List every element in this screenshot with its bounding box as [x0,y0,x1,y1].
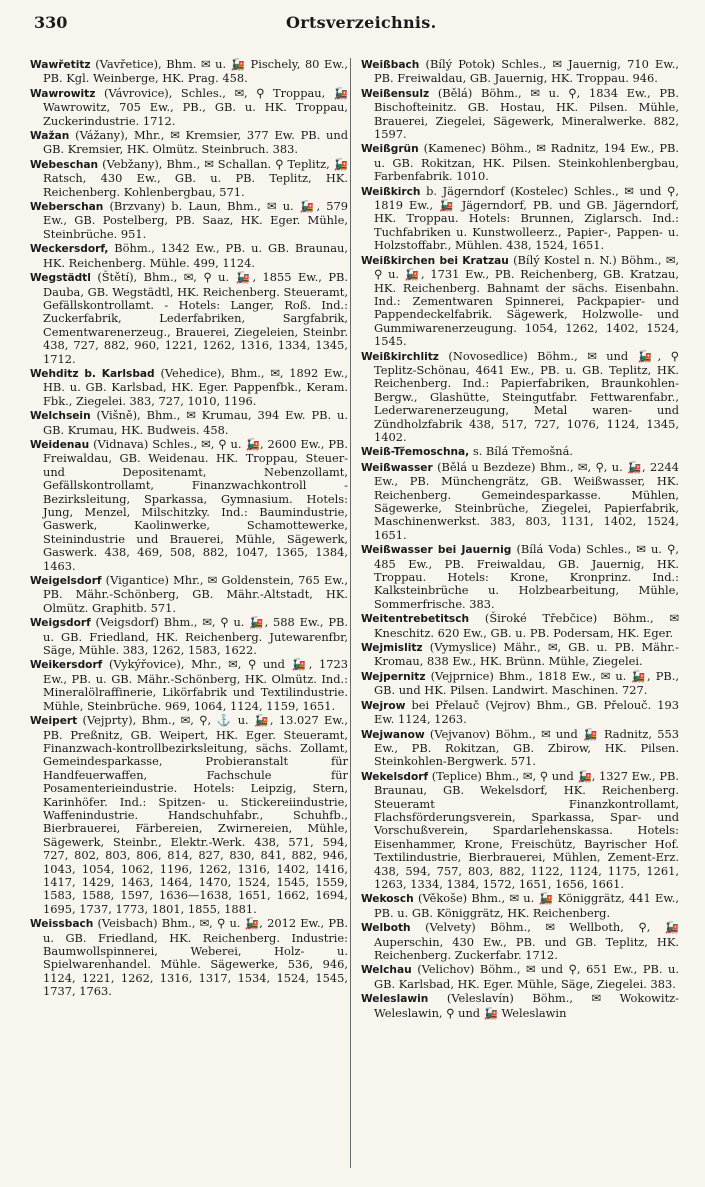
place-name: Wejrow [361,699,406,712]
place-details: s. Bílá Třemošná. [472,444,574,459]
place-details: (Bílý Potok) Schles., ✉ Jauernig, 710 Ew., PB. Freiwaldau, GB. Jauernig, HK. Troppau. 946. [374,57,680,86]
place-entry [361,254,679,349]
place-name: Weitentrebetitsch [361,613,470,626]
place-name: Welboth [361,922,411,935]
place-entry [30,129,348,157]
place-details: (Vejvanov) Böhm., ✉ und 🚂 Radnitz, 553 Ew., PB. Rokitzan, GB. Zbirow, HK. Pilsen. Steinkohlen-Bergwerk. 571. [374,726,679,769]
place-details: (Štětí), Bhm., ✉, ⚲ u. 🚂, 1855 Ew., PB. Dauba, GB. Wegstädtl, HK. Reichenberg. Steueramt, Gefällskontrollamt. - Hotels: Langer, Roß. Ind.: Zuckerfabrik, Lederfabriken, Sargfabrik, Cementwarenerzeug., Brauerei, Ziegeleien, Steinbr. 438, 727, 882, 960, 1221, 1262, 1316, 1334, 1345, 1712. [43,270,348,366]
place-details: (Velichov) Böhm., ✉ und ⚲, 651 Ew., PB. u. GB. Karlsbad, HK. Eger. Mühle, Säge, Ziegelei. 383. [374,962,679,991]
place-details: Böhm., 1342 Ew., PB. u. GB. Braunau, HK. Reichenberg. Mühle. 499, 1124. [43,241,348,270]
place-details: (Široké Třebčice) Böhm., ✉ Kneschitz. 620 Ew., GB. u. PB. Podersam, HK. Eger. [374,611,679,640]
place-entry [361,992,679,1020]
place-entry [361,963,679,991]
place-name: Wekosch [361,893,414,906]
place-name: Weleslawin [361,993,429,1006]
place-name: Weiß-Třemoschna, [361,446,470,459]
place-entry [361,58,679,86]
place-name: Welchsein [30,410,91,423]
place-entry [361,770,679,892]
place-entry [361,142,679,183]
place-name: Wehditz b. Karlsbad [30,367,155,380]
place-entry [361,350,679,445]
place-name: Weißkirchen bei Kratzau [361,254,509,267]
place-entry [30,658,348,713]
place-details: (Vebžany), Bhm., ✉ Schallan. ⚲ Teplitz, 🚂 Ratsch, 430 Ew., GB. u. PB. Teplitz, HK. Reichenberg. Kohlenbergbau, 571. [43,156,349,199]
place-details: (Vejprty), Bhm., ✉, ⚲, ⚓ u. 🚂, 13.027 Ew., PB. Preßnitz, GB. Weipert, HK. Eger. Steueramt, Finanzwach-kontrollbezirksleitung, sächs. Zollamt, Gemeindesparkasse, Probieranstalt für Handfeuerwaffen, Fachschule für Posamenterieindustrie. Hotels: Leipzig, Stern, Karinhöfer. Ind.: Spitzen- u. Stickereiindustrie, Waffenindustrie. Handschuhfabr., Schuhfb., Bierbrauerei, Färbereien, Zwirnereien, Mühle, Sägewerk, Steinbr., Elektr.-Werk. 438, 571, 594, 727, 802, 803, 806, 814, 827, 830, 841, 882, 946, 1043, 1054, 1062, 1196, 1262, 1316, 1402, 1416, 1417, 1429, 1463, 1464, 1470, 1524, 1545, 1559, 1583, 1588, 1597, 1636—1638, 1651, 1662, 1694, 1695, 1737, 1773, 1801, 1855, 1881. [43,713,348,916]
place-details: (Vavřetice), Bhm. ✉ u. 🚂 Pischely, 80 Ew., PB. Kgl. Weinberge, HK. Prag. 458. [43,57,349,86]
place-entry [361,728,679,769]
place-entry [30,917,348,998]
place-name: Webeschan [30,158,99,171]
place-entry [361,612,679,640]
place-details: (Kamenec) Böhm., ✉ Radnitz, 194 Ew., PB. u. GB. Rokitzan, HK. Pilsen. Steinkohlenbergbau, Farbenfabrik. 1010. [374,141,680,184]
place-name: Weißbach [361,59,420,71]
place-name: Weißwasser [361,461,433,474]
place-details: (Veleslavín) Böhm., ✉ Wokowitz-Weleslawin, ⚲ und 🚂 Weleslawin [374,991,679,1020]
place-entry [361,921,679,962]
place-entry [30,409,348,437]
place-details: (Višně), Bhm., ✉ Krumau, 394 Ew. PB. u. GB. Krumau, HK. Budweis. 458. [43,408,348,437]
place-entry [30,714,348,916]
place-name: Weißkirchlitz [361,350,439,363]
place-name: Weißkirch [361,185,421,198]
place-entry [30,58,348,86]
place-entry [361,892,679,920]
place-details: (Bílá Voda) Schles., ✉ u. ⚲, 485 Ew., PB. Freiwaldau, GB. Jauernig, HK. Troppau. Hotels: Krone, Kronprinz. Ind.: Kalksteinbrüche u. Holzbearbeitung, Mühle, Sommerfrische. 383. [374,542,679,611]
place-details: bei Přelauč (Vejrov) Bhm., GB. Přelouč. 193 Ew. 1124, 1263. [374,697,680,727]
place-details: (Brzvany) b. Laun, Bhm., ✉ u. 🚂, 579 Ew., GB. Postelberg, PB. Saaz, HK. Eger. Mühle, Steinbrüche. 951. [43,199,348,241]
place-details: (Velvety) Böhm., ✉ Wellboth, ⚲, 🚂 Auperschin, 430 Ew., PB. und GB. Teplitz, HK. Reichenberg. Zuckerfabr. 1712. [374,920,679,962]
place-details: b. Jägerndorf (Kostelec) Schles., ✉ und ⚲, 1819 Ew., 🚂 Jägerndorf, PB. und GB. Jägerndorf, HK. Troppau. Hotels: Brunnen, Ziglarsch. Ind.: Tuchfabriken u. Kunstwolleerz., Papier-, Pappen- u. Holzstoffabr., Mühlen. 438, 1524, 1651. [374,183,679,253]
running-title: Ortsverzeichnis. [286,13,437,32]
place-name: Weidenau [30,438,90,451]
place-details: (Vehedice), Bhm., ✉, 1892 Ew., HB. u. GB. Karlsbad, HK. Eger. Pappenfbk., Keram. Fbk., Ziegelei. 383, 727, 1010, 1196. [43,365,349,408]
place-name: Wejwanow [361,728,425,741]
page-number: 330 [34,13,68,32]
place-details: (Bělá u Bezdeze) Bhm., ✉, ⚲, u. 🚂, 2244 Ew., PB. Münchengrätz, GB. Weißwasser, HK. Reichenberg. Gemeindesparkasse. Mühlen, Sägewerke, Steinbrüche, Ziegelei, Papierfabrik, Maschinenwerkst. 383, 803, 1131, 1402, 1524, 1651. [374,459,680,542]
place-name: Wejpernitz [361,670,426,683]
place-details: (Vymyslice) Mähr., ✉, GB. u. PB. Mähr.-Kromau, 838 Ew., HK. Brünn. Mühle, Ziegelei. [374,640,679,669]
place-entry [361,185,679,253]
place-details: (Vigantice) Mhr., ✉ Goldenstein, 765 Ew., PB. Mähr.-Schönberg, GB. Mähr.-Altstadt, HK. Olmütz. Graphitb. 571. [43,573,348,615]
place-name: Weißwasser bei Jauernig [361,544,512,557]
place-entry [30,616,348,657]
place-entry [361,461,679,542]
place-details: (Bílý Kostel n. N.) Böhm., ✉, ⚲ u. 🚂, 1731 Ew., PB. Reichenberg, GB. Kratzau, HK. Reichenberg. Bahnamt der sächs. Eisenbahn. Ind.: Zementwaren Spinnerei, Packpapier- und Pappendeckelfabrik. Sägewerk, Holzwolle- und Gummiwarenerzeugung. 1054, 1262, 1402, 1524, 1545. [374,252,679,349]
place-entry [30,158,348,199]
place-entry [361,87,679,142]
place-name: Weberschan [30,201,104,214]
place-details: (Vážany), Mhr., ✉ Kremsier, 377 Ew. PB. und GB. Kremsier, HK. Olmütz. Steinbruch. 383. [43,128,348,157]
place-details: (Teplice) Bhm., ✉, ⚲ und 🚂, 1327 Ew., PB. Braunau, GB. Wekelsdorf, HK. Reichenberg. Steueramt Finanzkontrollamt, Flachsförderungsverein, Sparkassa, Spar- und Vorschußverein, Spardarlehenskassa. Hotels: Eisenhammer, Krone, Freischütz, Bayrischer Hof. Textilindustrie, Bierbrauerei, Mühlen, Zement-Erz. 438, 594, 757, 803, 882, 1122, 1124, 1175, 1261, 1263, 1334, 1384, 1572, 1651, 1656, 1661. [374,768,679,891]
place-entry [30,438,348,573]
place-details: (Novosedlice) Böhm., ✉ und 🚂, ⚲ Teplitz-Schönau, 4641 Ew., PB. u. GB. Teplitz, HK. Reichenberg. Ind.: Papierfabriken, Braunkohlen-Bergw., Glashütte, Steingutfabr. Fettwarenfabr., Lederwarenerzeugung, Metal waren- und Zündholzfabrik 438, 517, 727, 1076, 1124, 1345, 1402. [374,348,680,444]
place-name: Wawrowitz [30,87,96,100]
column-divider [350,58,351,1168]
place-details: (Veisbach) Bhm., ✉, ⚲ u. 🚂, 2012 Ew., PB. u. GB. Friedland, HK. Reichenberg. Industrie: Baumwollspinnerei, Weberei, Holz- u. Spielwarenhandel. Mühle. Sägewerke, 536, 946, 1124, 1221, 1262, 1316, 1317, 1534, 1524, 1545, 1737, 1763. [43,916,348,999]
place-details: (Bělá) Böhm., ✉ u. ⚲, 1834 Ew., PB. Bischofteinitz. GB. Hostau, HK. Pilsen. Mühle, Brauerei, Ziegelei, Sägewerk, Mineralwerke. 882, 1597. [374,85,680,142]
place-name: Wažan [30,130,70,143]
place-details: (Vykýřovice), Mhr., ✉, ⚲ und 🚂, 1723 Ew., PB. u. GB. Mähr.-Schönberg, HK. Olmütz. Ind.: Mineralölraffinerie, Likörfabrik und Textilindustrie. Mühle, Steinbrüche. 969, 1064, 1124, 1159, 1651. [43,657,349,713]
place-name: Welchau [361,964,412,977]
place-name: Weigelsdorf [30,575,102,588]
page-header [0,0,705,40]
place-name: Weißgrün [361,143,419,156]
place-entry [30,242,348,270]
place-entry [361,641,679,669]
place-name: Weckersdorf, [30,243,109,256]
right-column [361,58,679,1021]
place-name: Weipert [30,715,78,728]
place-entry [361,543,679,611]
place-details: (Veigsdorf) Bhm., ✉, ⚲ u. 🚂, 588 Ew., PB. u. GB. Friedland, HK. Reichenberg. Jutewarenfbr, Säge, Mühle. 383, 1262, 1583, 1622. [43,615,349,658]
place-name: Wawřetitz [30,59,91,71]
place-name: Wejmislitz [361,642,423,655]
place-name: Weißensulz [361,87,430,100]
place-name: Weigsdorf [30,617,91,630]
place-entry [30,87,348,128]
place-entry [361,670,679,698]
place-entry [30,367,348,408]
place-name: Weissbach [30,918,94,931]
place-name: Wegstädtl [30,272,91,285]
place-entry [361,699,679,727]
place-details: (Vejprnice) Bhm., 1818 Ew., ✉ u. 🚂, PB., GB. und HK. Pilsen. Landwirt. Maschinen. 727. [374,668,679,698]
place-entry [361,445,679,459]
left-column [30,58,348,1000]
place-entry [30,574,348,615]
place-entry [30,271,348,366]
place-details: (Vávrovice), Schles., ✉, ⚲ Troppau, 🚂 Wawrowitz, 705 Ew., PB., GB. u. HK. Troppau, Zuckerindustrie. 1712. [43,85,348,128]
place-name: Weikersdorf [30,659,103,672]
place-details: (Vidnava) Schles., ✉, ⚲ u. 🚂, 2600 Ew., PB. Freiwaldau, GB. Weidenau. HK. Troppau, Steuer- und Depositenamt, Nebenzollamt, Gefällskontrollamt, Finanzwachkontroll - Bezirksleitung, Sparkassa, Gymnasium. Hotels: Jung, Menzel, Milschitzky. Ind.: Baumindustrie, Gaswerk, Kaolinwerke, Schamottewerke, Steinindustrie und Brauerei, Mühle, Sägewerk, Gaswerk. 438, 469, 508, 882, 1047, 1365, 1384, 1463. [43,436,348,573]
place-name: Wekelsdorf [361,770,429,783]
place-details: (Věkoše) Bhm., ✉ u. 🚂 Königgrätz, 441 Ew., PB. u. GB. Königgrätz, HK. Reichenberg. [374,891,680,920]
place-entry [30,200,348,241]
